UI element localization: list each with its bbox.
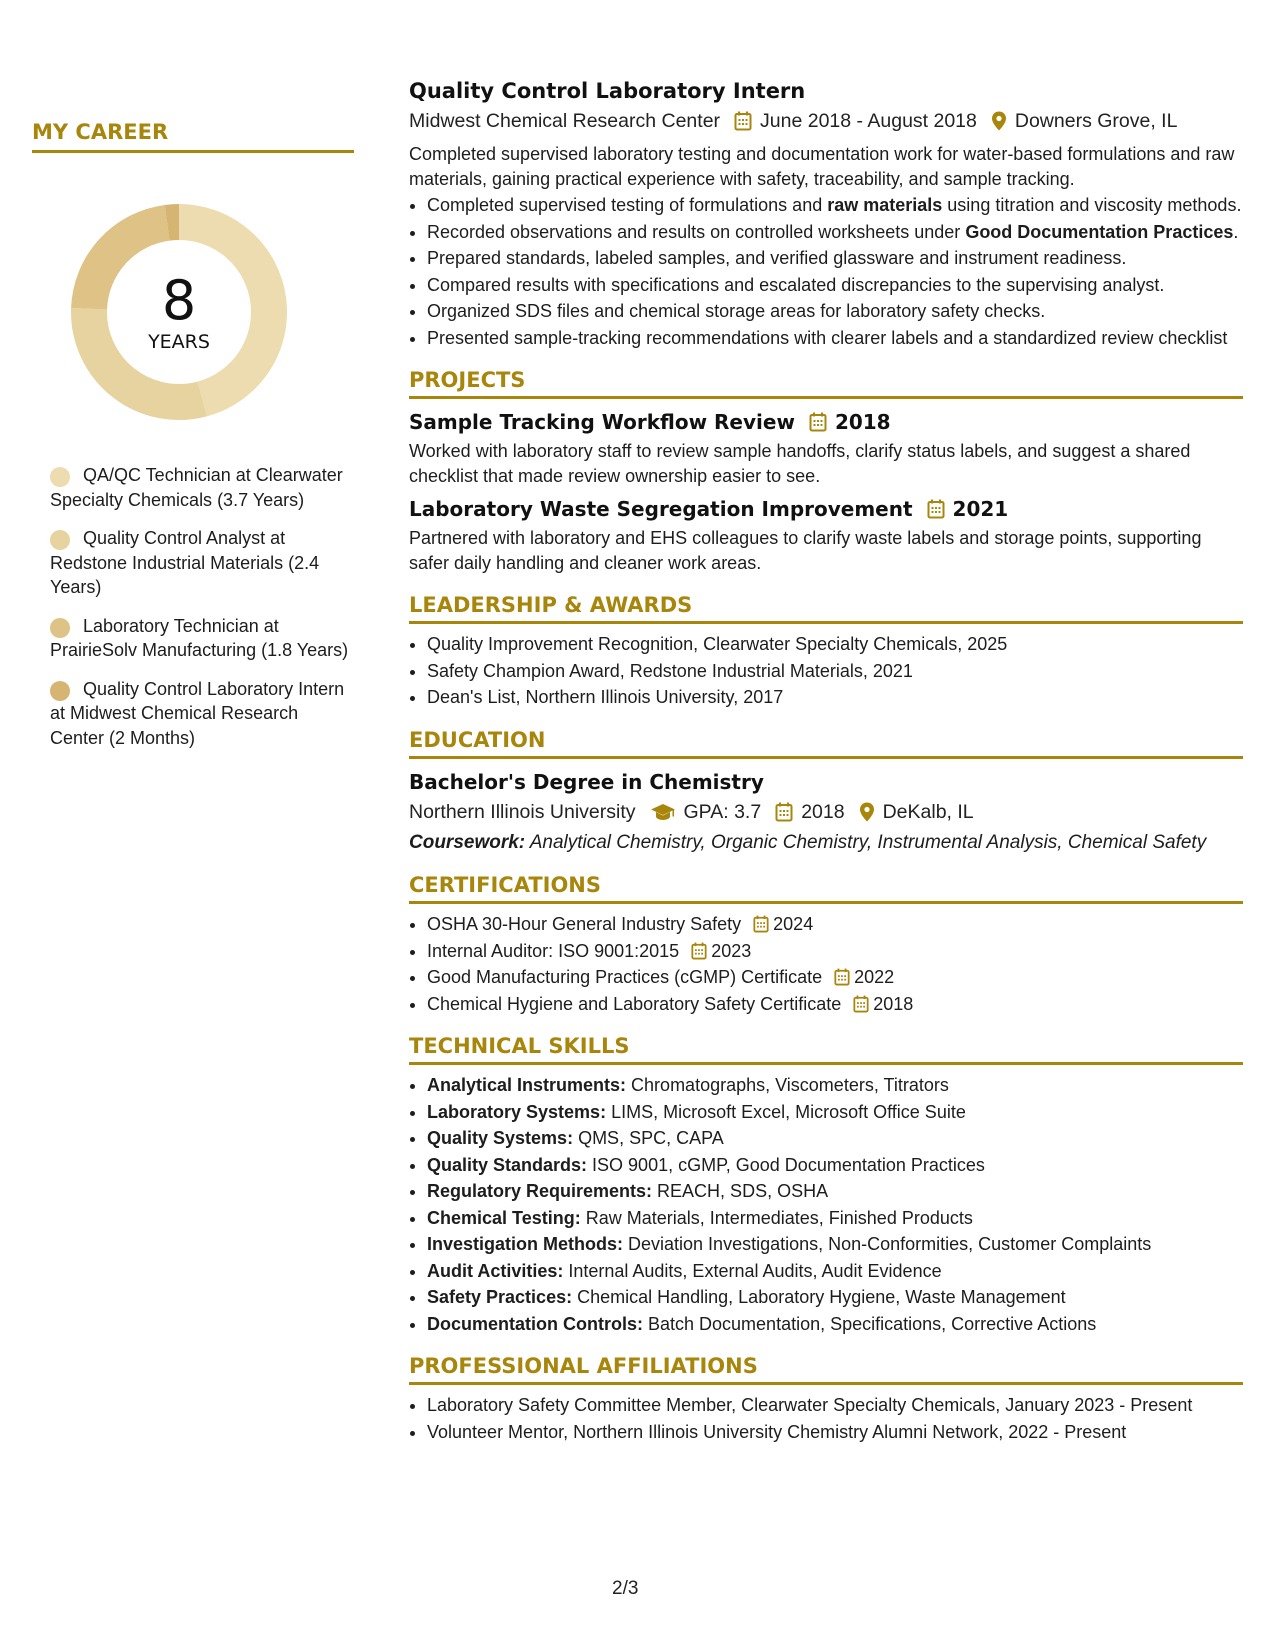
legend-text: Quality Control Analyst at Redstone Industrial Materials (2.4 Years) (50, 528, 320, 597)
projects-heading: PROJECTS (409, 368, 1243, 399)
skill-value: Deviation Investigations, Non-Conformities, Customer Complaints (623, 1234, 1152, 1254)
job-meta (409, 106, 1243, 136)
total-years-unit: YEARS (148, 331, 210, 353)
certification-year: 2022 (854, 967, 895, 987)
school-name: Northern Illinois University (409, 800, 636, 823)
skill-value: Batch Documentation, Specifications, Corrective Actions (643, 1313, 1097, 1334)
skill-label: Safety Practices: (427, 1287, 573, 1307)
skill-item (427, 1285, 1243, 1310)
leadership-list (409, 632, 1243, 710)
main-content (409, 76, 1243, 1446)
job-bullet (427, 326, 1243, 351)
certification-name: • Internal Auditor: ISO 9001:2015 (427, 940, 680, 961)
certification-year: 2018 (873, 993, 914, 1014)
skill-item (427, 1312, 1243, 1337)
job-title: Quality Control Laboratory Intern (409, 79, 806, 103)
bullet-bold: raw materials (827, 195, 943, 215)
skill-item (427, 1179, 1243, 1204)
certification-name: • Good Manufacturing Practices (cGMP) Certificate (427, 967, 823, 987)
legend-text: QA/QC Technician at Clearwater Specialty Chemicals (3.7 Years) (50, 465, 343, 510)
bullet-text: Recorded observations and results on controlled worksheets under (427, 221, 966, 242)
legend-text: Laboratory Technician at PrairieSolv Manufacturing (1.8 Years) (50, 615, 349, 660)
skill-value: Chemical Handling, Laboratory Hygiene, Waste Management (572, 1287, 1066, 1307)
total-years-number: 8 (161, 269, 197, 332)
skill-value: Raw Materials, Intermediates, Finished Products (580, 1207, 973, 1228)
location-pin-icon (859, 802, 875, 822)
coursework-label: Coursework: (409, 831, 526, 853)
leadership-item: • Dean's List, Northern Illinois University, 2017 (427, 685, 1243, 710)
certification-item (427, 912, 1243, 937)
certifications-list (409, 912, 1243, 1016)
legend-text: Quality Control Laboratory Intern at Midwest Chemical Research Center (2 Months) (50, 678, 345, 748)
project-year: 2021 (952, 497, 1009, 521)
calendar-icon (691, 942, 707, 960)
affiliations-list (409, 1393, 1243, 1444)
skill-item (427, 1259, 1243, 1284)
skill-label: Laboratory Systems: (427, 1101, 607, 1122)
job-summary: Completed supervised laboratory testing and documentation work for water-based formulations and raw materials, gaining practical experience with safety, traceability, and sample tracking. (409, 144, 1235, 189)
school-location: DeKalb, IL (882, 800, 974, 823)
legend-item (50, 526, 354, 600)
certification-item (427, 965, 1243, 990)
job-bullet (427, 220, 1243, 245)
job-bullet (427, 193, 1243, 218)
skills-list (409, 1073, 1243, 1336)
coursework (409, 831, 1243, 856)
certification-item (427, 992, 1243, 1017)
leadership-heading: LEADERSHIP & AWARDS (409, 593, 1243, 624)
skill-label: Quality Standards: (427, 1154, 588, 1175)
donut-center (66, 199, 292, 425)
bullet-text: . (1233, 221, 1239, 242)
affiliations-heading: PROFESSIONAL AFFILIATIONS (409, 1354, 1243, 1385)
skill-value: Internal Audits, External Audits, Audit Evidence (563, 1260, 942, 1281)
certification-item (427, 939, 1243, 964)
calendar-icon (775, 802, 793, 822)
graduation-cap-icon (650, 802, 676, 822)
project-description: Partnered with laboratory and EHS colleagues to clarify waste labels and storage points, supporting safer daily handling and cleaner work areas. (409, 528, 1202, 573)
bullet-text: Presented sample-tracking recommendations with clearer labels and a standardized review checklist (427, 327, 1228, 348)
affiliation-item: • Laboratory Safety Committee Member, Clearwater Specialty Chemicals, January 2023 - Present (427, 1393, 1243, 1418)
calendar-icon (753, 915, 769, 933)
career-donut-chart (66, 199, 292, 425)
calendar-icon (834, 968, 850, 986)
calendar-icon (927, 499, 945, 519)
certification-year: 2024 (773, 914, 814, 934)
skill-item (427, 1073, 1243, 1098)
bullet-text: Completed supervised testing of formulations and (427, 195, 828, 215)
project-title: Laboratory Waste Segregation Improvement (409, 497, 913, 521)
legend-item (50, 677, 354, 751)
page-number: 2/3 (612, 1578, 639, 1599)
gpa: GPA: 3.7 (683, 800, 762, 823)
skill-label: Regulatory Requirements: (427, 1181, 653, 1201)
certifications-heading: CERTIFICATIONS (409, 873, 1243, 904)
affiliation-item: • Volunteer Mentor, Northern Illinois University Chemistry Alumni Network, 2022 - Present (427, 1420, 1243, 1445)
degree-title: Bachelor's Degree in Chemistry (409, 769, 764, 794)
leadership-item: • Quality Improvement Recognition, Clearwater Specialty Chemicals, 2025 (427, 632, 1243, 657)
job-company: Midwest Chemical Research Center (409, 110, 721, 132)
certification-name: • OSHA 30-Hour General Industry Safety (427, 914, 742, 934)
project-title-row (409, 407, 1243, 437)
calendar-icon (853, 995, 869, 1013)
career-legend (32, 463, 354, 750)
project-description: Worked with laboratory staff to review sample handoffs, clarify status labels, and suggest a shared checklist that made review ownership easier to see. (409, 441, 1191, 486)
project-year: 2018 (834, 410, 891, 434)
project-title-row (409, 494, 1243, 524)
leadership-item: • Safety Champion Award, Redstone Industrial Materials, 2021 (427, 659, 1243, 684)
graduation-year: 2018 (801, 800, 845, 823)
certification-year: 2023 (711, 940, 752, 961)
career-heading: MY CAREER (32, 120, 354, 153)
skill-label: Analytical Instruments: (427, 1075, 627, 1095)
location-pin-icon (991, 111, 1007, 131)
bullet-text: Compared results with specifications and escalated discrepancies to the supervising analyst. (427, 274, 1165, 295)
job-bullet (427, 299, 1243, 324)
legend-item (50, 614, 354, 663)
legend-dot (50, 681, 70, 701)
job-bullet (427, 273, 1243, 298)
certification-name: • Chemical Hygiene and Laboratory Safety Certificate (427, 993, 842, 1014)
calendar-icon (734, 111, 752, 131)
skills-heading: TECHNICAL SKILLS (409, 1034, 1243, 1065)
skill-value: REACH, SDS, OSHA (652, 1181, 829, 1201)
coursework-list: Analytical Chemistry, Organic Chemistry, Instrumental Analysis, Chemical Safety (525, 831, 1207, 853)
skill-item (427, 1153, 1243, 1178)
skill-label: Audit Activities: (427, 1260, 564, 1281)
bullet-text: using titration and viscosity methods. (942, 195, 1242, 215)
skill-label: Chemical Testing: (427, 1207, 581, 1228)
skill-value: ISO 9001, cGMP, Good Documentation Practices (587, 1154, 985, 1175)
legend-dot (50, 467, 70, 487)
legend-dot (50, 530, 70, 550)
bullet-text: Organized SDS files and chemical storage areas for laboratory safety checks. (427, 301, 1046, 321)
project-title: Sample Tracking Workflow Review (409, 410, 795, 434)
bullet-text: Prepared standards, labeled samples, and verified glassware and instrument readiness. (427, 248, 1127, 268)
skill-value: LIMS, Microsoft Excel, Microsoft Office Suite (606, 1101, 966, 1122)
skill-label: Investigation Methods: (427, 1234, 624, 1254)
legend-item (50, 463, 354, 512)
skill-item (427, 1100, 1243, 1125)
job-bullets (409, 193, 1243, 350)
job-bullet (427, 246, 1243, 271)
education-heading: EDUCATION (409, 728, 1243, 759)
skill-item (427, 1126, 1243, 1151)
bullet-bold: Good Documentation Practices (965, 221, 1234, 242)
skill-item (427, 1206, 1243, 1231)
skill-label: Quality Systems: (427, 1128, 574, 1148)
skill-label: Documentation Controls: (427, 1313, 643, 1334)
education-meta (409, 797, 1243, 827)
skill-item (427, 1232, 1243, 1257)
sidebar (32, 120, 354, 764)
legend-dot (50, 618, 70, 638)
skill-value: QMS, SPC, CAPA (573, 1128, 724, 1148)
job-location: Downers Grove, IL (1014, 110, 1178, 132)
calendar-icon (809, 412, 827, 432)
job-dates: June 2018 - August 2018 (760, 110, 977, 132)
skill-value: Chromatographs, Viscometers, Titrators (626, 1075, 949, 1095)
